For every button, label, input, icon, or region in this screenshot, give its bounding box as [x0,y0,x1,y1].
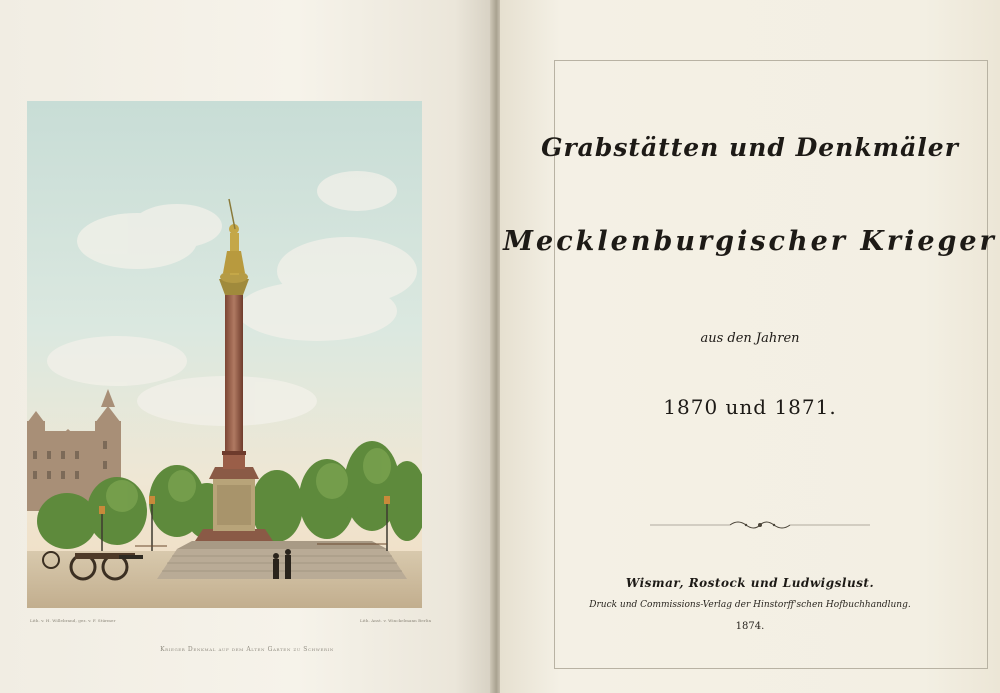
publication-year: 1874. [735,621,765,632]
title-line-2: Mecklenburgischer Krieger [503,226,997,257]
left-page [0,0,494,693]
years: 1870 und 1871. [663,395,837,419]
printer-credit: Lith. Anst. v. Winckelmann Berlin [360,618,432,623]
title-page [500,0,1000,693]
lithographer-credit: Lith. v. H. Willebrand, gez. v. F. Stürmer [30,618,116,623]
illustration-plate [27,101,422,608]
plate-caption: Krieger Denkmal auf dem Alten Garten zu Schwerin [160,646,334,653]
war-memorial-illustration [27,101,422,608]
publisher: Druck und Commissions-Verlag der Hinstorff'schen Hofbuchhandlung. [589,600,911,610]
subtitle: aus den Jahren [700,331,800,346]
ornament-divider [650,515,870,535]
publisher-place: Wismar, Rostock und Ludwigslust. [625,576,875,590]
title-line-1: Grabstätten und Denkmäler [541,133,959,162]
